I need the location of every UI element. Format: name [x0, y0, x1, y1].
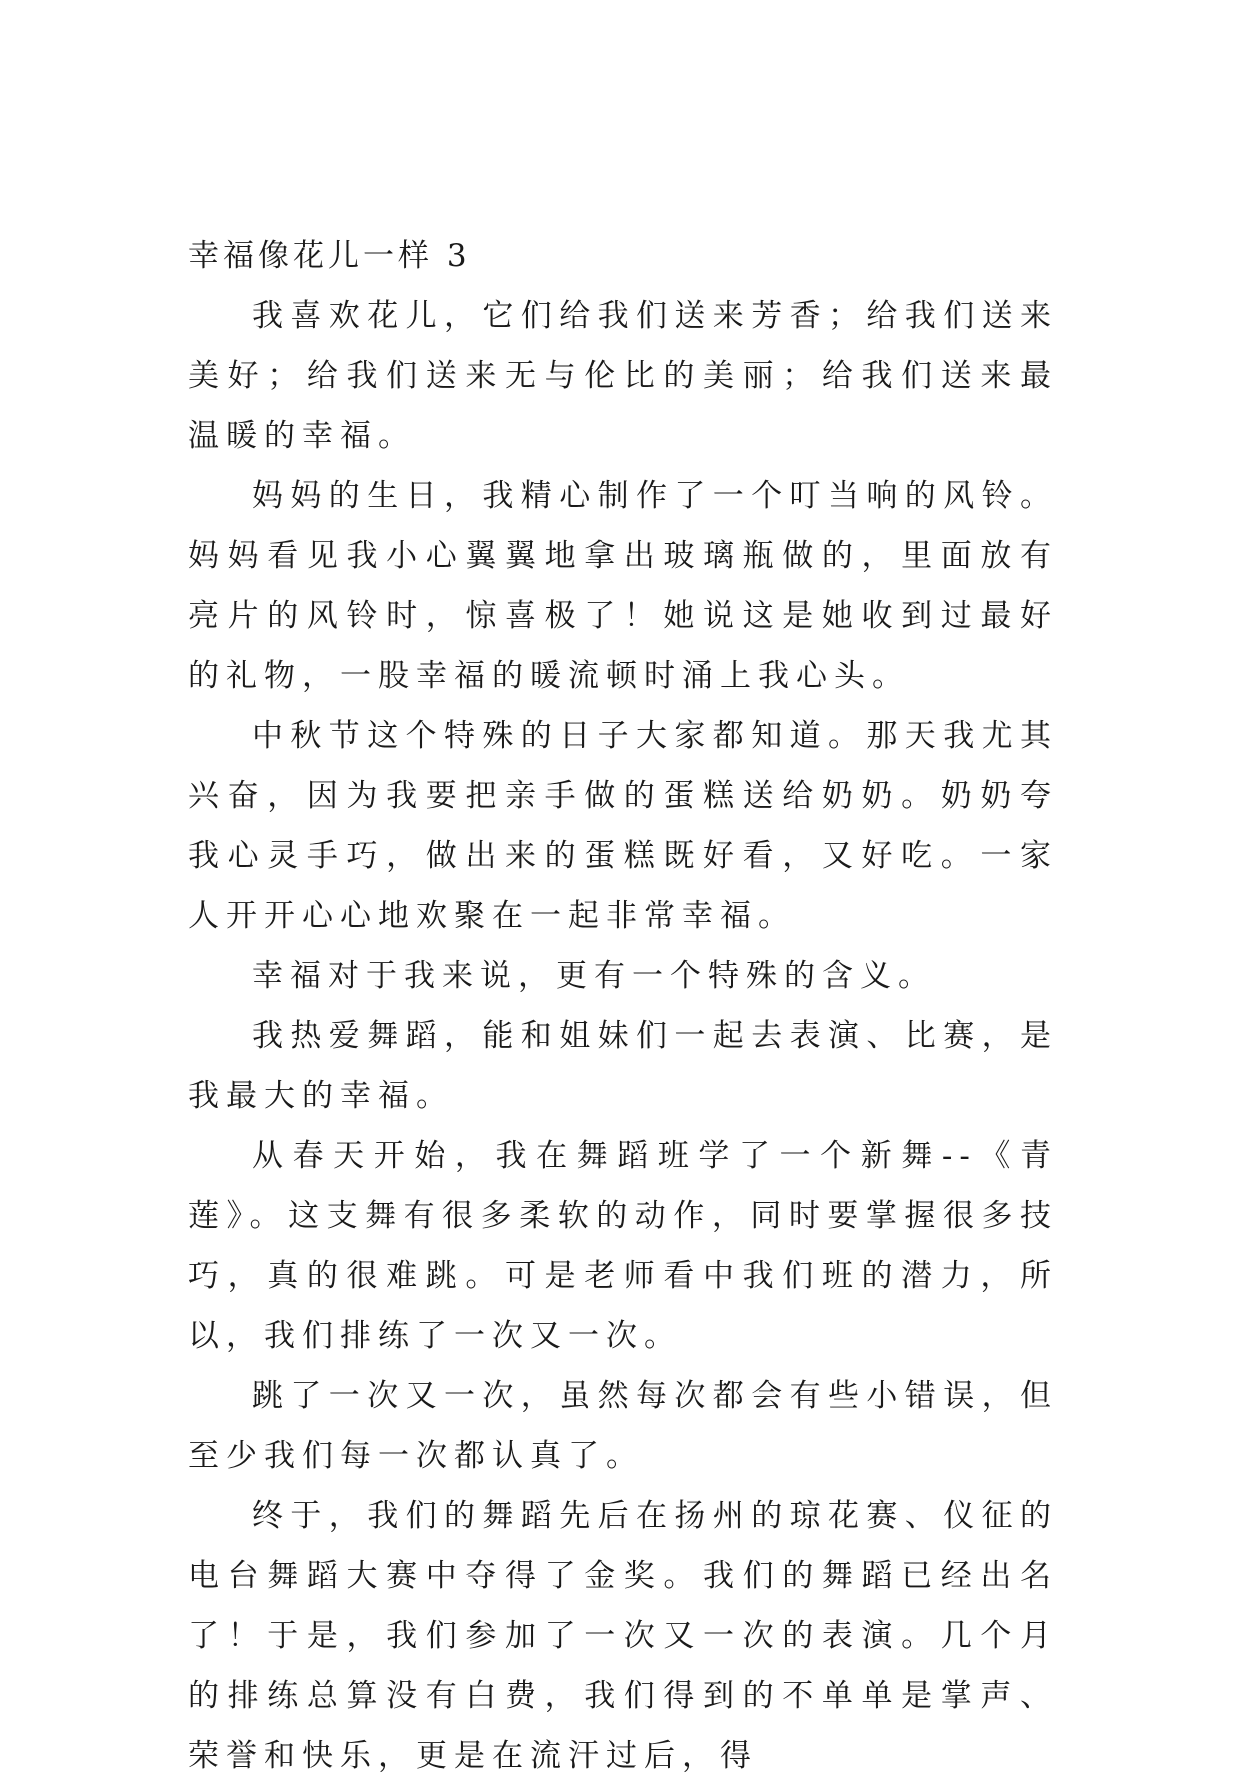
- paragraph: 跳了一次又一次，虽然每次都会有些小错误，但至少我们每一次都认真了。: [188, 1378, 1058, 1474]
- paragraph: 幸福对于我来说，更有一个特殊的含义。: [252, 958, 936, 994]
- paragraph: 我喜欢花儿，它们给我们送来芳香；给我们送来美好；给我们送来无与伦比的美丽；给我们送来最温暖的幸福。: [188, 298, 1058, 454]
- paragraph: 中秋节这个特殊的日子大家都知道。那天我尤其兴奋，因为我要把亲手做的蛋糕送给奶奶。奶奶夸我心灵手巧，做出来的蛋糕既好看，又好吃。一家人开开心心地欢聚在一起非常幸福。: [188, 718, 1058, 934]
- paragraph: 终于，我们的舞蹈先后在扬州的琼花赛、仪征的电台舞蹈大赛中夺得了金奖。我们的舞蹈已经出名了！于是，我们参加了一次又一次的表演。几个月的排练总算没有白费，我们得到的不单单是掌声、荣誉和快乐，更是在流汗过后，得: [188, 1498, 1058, 1774]
- paragraph: 从春天开始，我在舞蹈班学了一个新舞--《青莲》。这支舞有很多柔软的动作，同时要掌握很多技巧，真的很难跳。可是老师看中我们班的潜力，所以，我们排练了一次又一次。: [188, 1138, 1058, 1354]
- paragraph: 我热爱舞蹈，能和姐妹们一起去表演、比赛，是我最大的幸福。: [188, 1018, 1058, 1114]
- paragraph: 妈妈的生日，我精心制作了一个叮当响的风铃。妈妈看见我小心翼翼地拿出玻璃瓶做的，里面放有亮片的风铃时，惊喜极了！她说这是她收到过最好的礼物，一股幸福的暖流顿时涌上我心头。: [188, 478, 1058, 694]
- document-title: 幸福像花儿一样 3: [188, 238, 471, 274]
- document-body: [188, 226, 1058, 1786]
